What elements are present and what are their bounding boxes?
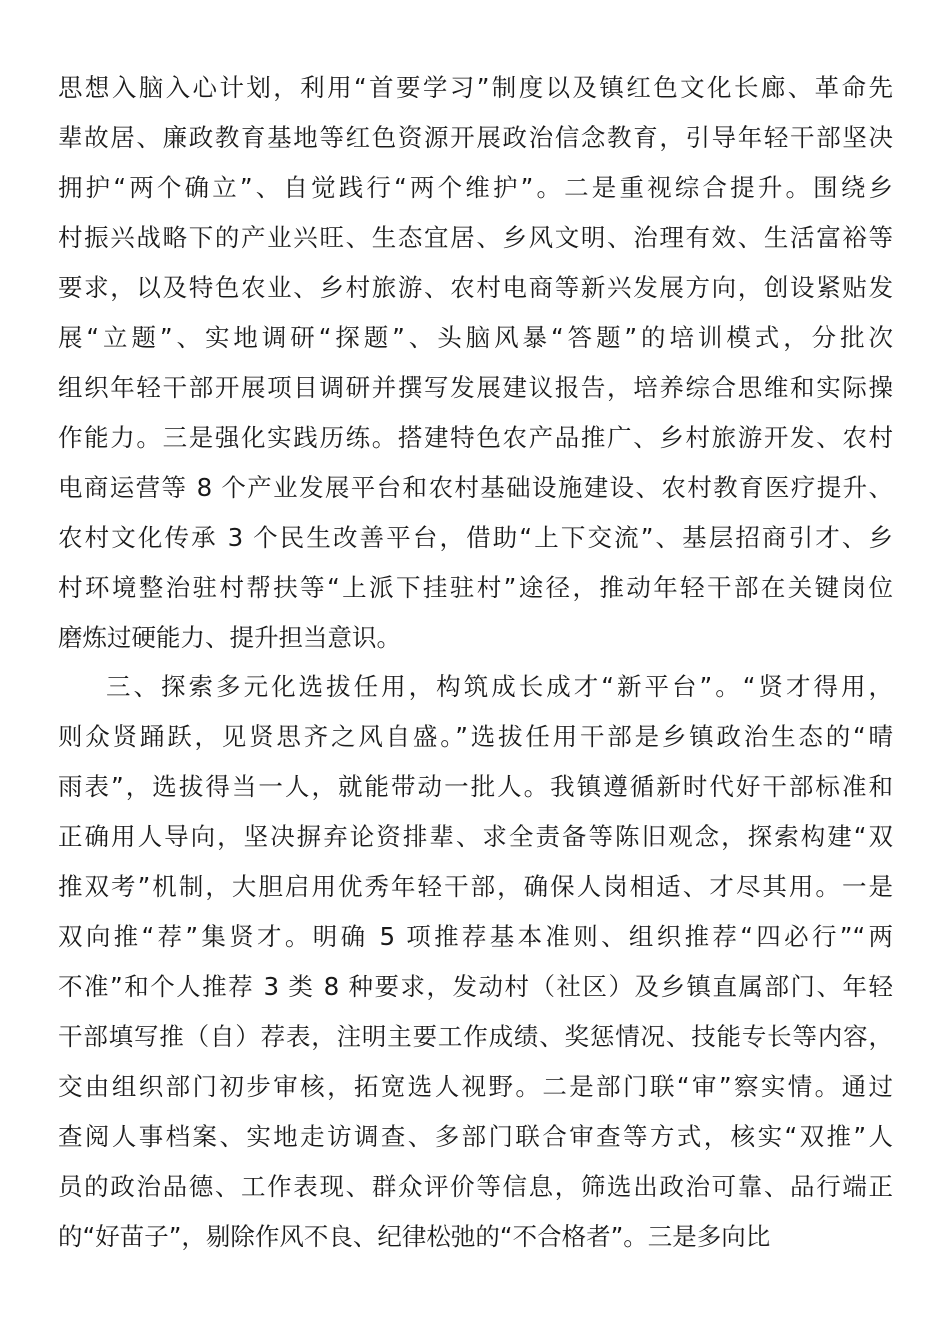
text-line: 电商运营等 8 个产业发展平台和农村基础设施建设、农村教育医疗提升、 <box>58 473 893 502</box>
text-line: 干部填写推（自）荐表，注明主要工作成绩、奖惩情况、技能专长等内容， <box>58 1022 893 1051</box>
text-line: 辈故居、廉政教育基地等红色资源开展政治信念教育，引导年轻干部坚决 <box>58 123 893 152</box>
text-line: 要求，以及特色农业、乡村旅游、农村电商等新兴发展方向，创设紧贴发 <box>58 273 893 302</box>
text-line: 拥护“两个确立”、自觉践行“两个维护”。二是重视综合提升。围绕乡 <box>58 173 893 202</box>
text-line: 交由组织部门初步审核，拓宽选人视野。二是部门联“审”察实情。通过 <box>58 1072 893 1101</box>
text-line: 展“立题”、实地调研“探题”、头脑风暴“答题”的培训模式，分批次 <box>58 323 893 352</box>
text-line: 不准”和个人推荐 3 类 8 种要求，发动村（社区）及乡镇直属部门、年轻 <box>58 972 893 1001</box>
text-line: 思想入脑入心计划，利用“首要学习”制度以及镇红色文化长廊、革命先 <box>58 73 893 102</box>
text-line: 则众贤踊跃，见贤思齐之风自盛。”选拔任用干部是乡镇政治生态的“晴 <box>58 722 893 751</box>
text-line: 推双考”机制，大胆启用优秀年轻干部，确保人岗相适、才尽其用。一是 <box>58 872 893 901</box>
text-line: 磨炼过硬能力、提升担当意识。 <box>58 623 401 652</box>
text-line: 雨表”，选拔得当一人，就能带动一批人。我镇遵循新时代好干部标准和 <box>58 772 893 801</box>
text-line: 村振兴战略下的产业兴旺、生态宜居、乡风文明、治理有效、生活富裕等 <box>58 223 893 252</box>
text-line: 正确用人导向，坚决摒弃论资排辈、求全责备等陈旧观念，探索构建“双 <box>58 822 893 851</box>
text-line: 的“好苗子”，剔除作风不良、纪律松弛的“不合格者”。三是多向比 <box>58 1222 771 1251</box>
text-line: 双向推“荐”集贤才。明确 5 项推荐基本准则、组织推荐“四必行”“两 <box>58 922 893 951</box>
text-line: 员的政治品德、工作表现、群众评价等信息，筛选出政治可靠、品行端正 <box>58 1172 893 1201</box>
text-line: 作能力。三是强化实践历练。搭建特色农产品推广、乡村旅游开发、农村 <box>58 423 893 452</box>
text-line: 组织年轻干部开展项目调研并撰写发展建议报告，培养综合思维和实际操 <box>58 373 893 402</box>
text-line: 查阅人事档案、实地走访调查、多部门联合审查等方式，核实“双推”人 <box>58 1122 893 1151</box>
section-heading-line: 三、探索多元化选拔任用，构筑成长成才“新平台”。“贤才得用， <box>106 672 893 701</box>
text-line: 农村文化传承 3 个民生改善平台，借助“上下交流”、基层招商引才、乡 <box>58 523 893 552</box>
text-line: 村环境整治驻村帮扶等“上派下挂驻村”途径，推动年轻干部在关键岗位 <box>58 573 893 602</box>
